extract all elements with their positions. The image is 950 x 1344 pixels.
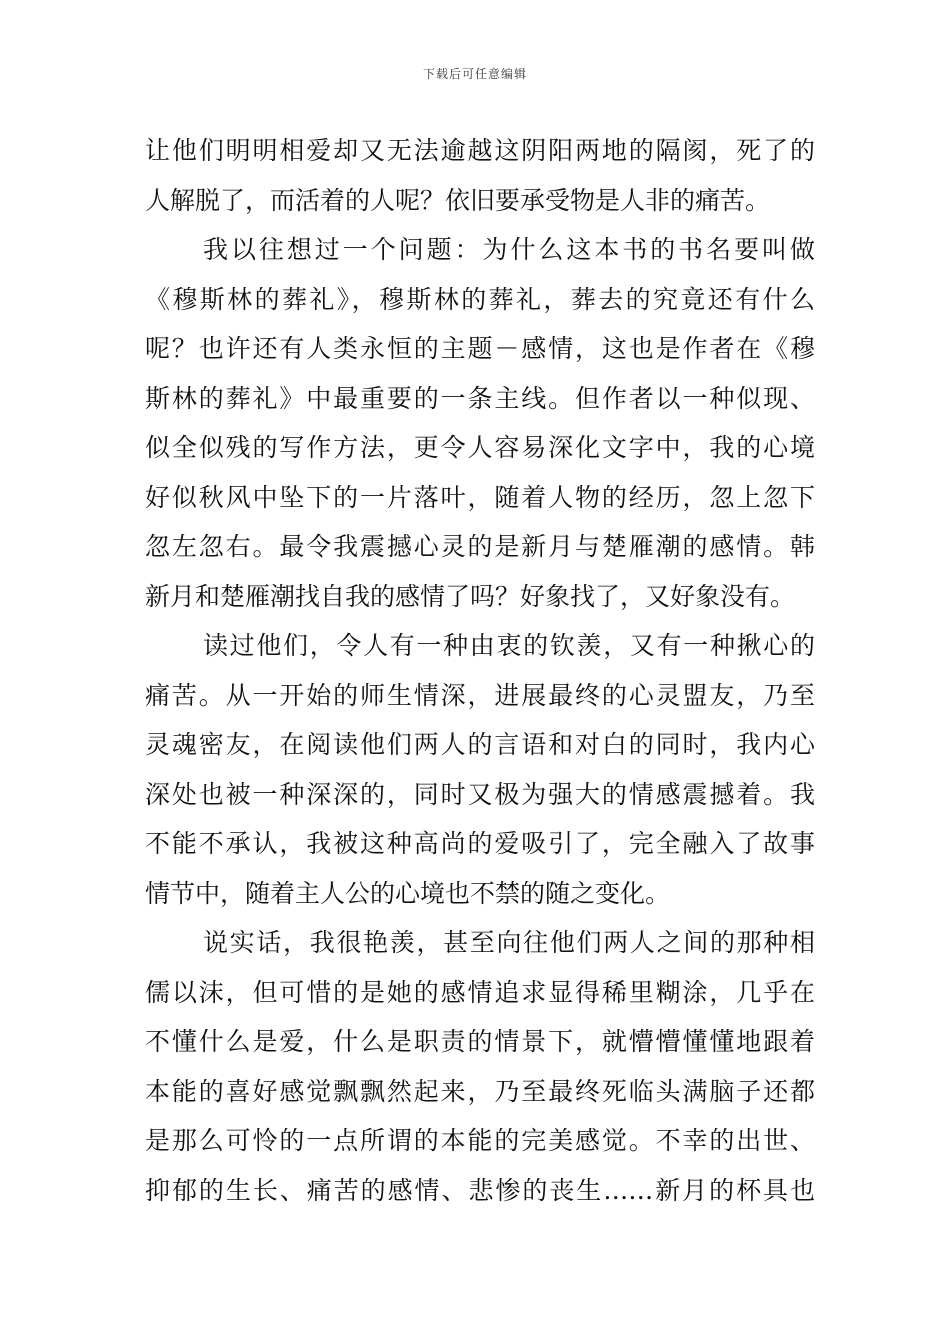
text-line: 斯林的葬礼》中最重要的一条主线。但作者以一种似现、 — [145, 383, 815, 413]
text-line: 说实话，我很艳羡，甚至向往他们两人之间的那种相 — [203, 928, 815, 957]
text-line: 人解脱了，而活着的人呢？依旧要承受物是人非的痛苦。 — [145, 185, 771, 215]
text-line: 好似秋风中坠下的一片落叶，随着人物的经历，忽上忽下 — [145, 482, 815, 512]
text-line: 新月和楚雁潮找自我的感情了吗？好象找了，又好象没有。 — [145, 581, 796, 611]
text-line: 呢？也许还有人类永恒的主题－感情，这也是作者在《穆 — [145, 334, 815, 363]
text-line: 《穆斯林的葬礼》，穆斯林的葬礼，葬去的究竟还有什么 — [145, 284, 815, 314]
text-line: 我以往想过一个问题：为什么这本书的书名要叫做 — [203, 235, 815, 264]
text-line: 深处也被一种深深的，同时又极为强大的情感震撼着。我 — [145, 779, 815, 809]
text-line: 读过他们，令人有一种由衷的钦羡，又有一种揪心的 — [203, 631, 815, 660]
text-line: 痛苦。从一开始的师生情深，进展最终的心灵盟友，乃至 — [145, 680, 815, 710]
text-line: 忽左忽右。最令我震撼心灵的是新月与楚雁潮的感情。韩 — [145, 532, 815, 561]
text-line: 是那么可怜的一点所谓的本能的完美感觉。不幸的出世、 — [145, 1126, 815, 1155]
page-header: 下载后可任意编辑 — [422, 67, 527, 81]
text-line: 抑郁的生长、痛苦的感情、悲惨的丧生……新月的杯具也 — [145, 1175, 815, 1205]
text-line: 不懂什么是爱，什么是职责的情景下，就懵懵懂懂地跟着 — [145, 1027, 815, 1056]
text-line: 似全似残的写作方法，更令人容易深化文字中，我的心境 — [145, 433, 815, 462]
text-line: 让他们明明相爱却又无法逾越这阴阳两地的隔阂，死了的 — [145, 136, 815, 165]
text-line: 不能不承认，我被这种高尚的爱吸引了，完全融入了故事 — [145, 829, 815, 858]
body-text — [145, 126, 815, 1215]
text-line: 儒以沫，但可惜的是她的感情追求显得稀里糊涂，几乎在 — [145, 977, 815, 1007]
text-line: 本能的喜好感觉飘飘然起来，乃至最终死临头满脑子还都 — [145, 1076, 815, 1106]
text-line: 情节中，随着主人公的心境也不禁的随之变化。 — [145, 878, 671, 908]
text-line: 灵魂密友，在阅读他们两人的言语和对白的同时，我内心 — [145, 730, 815, 759]
